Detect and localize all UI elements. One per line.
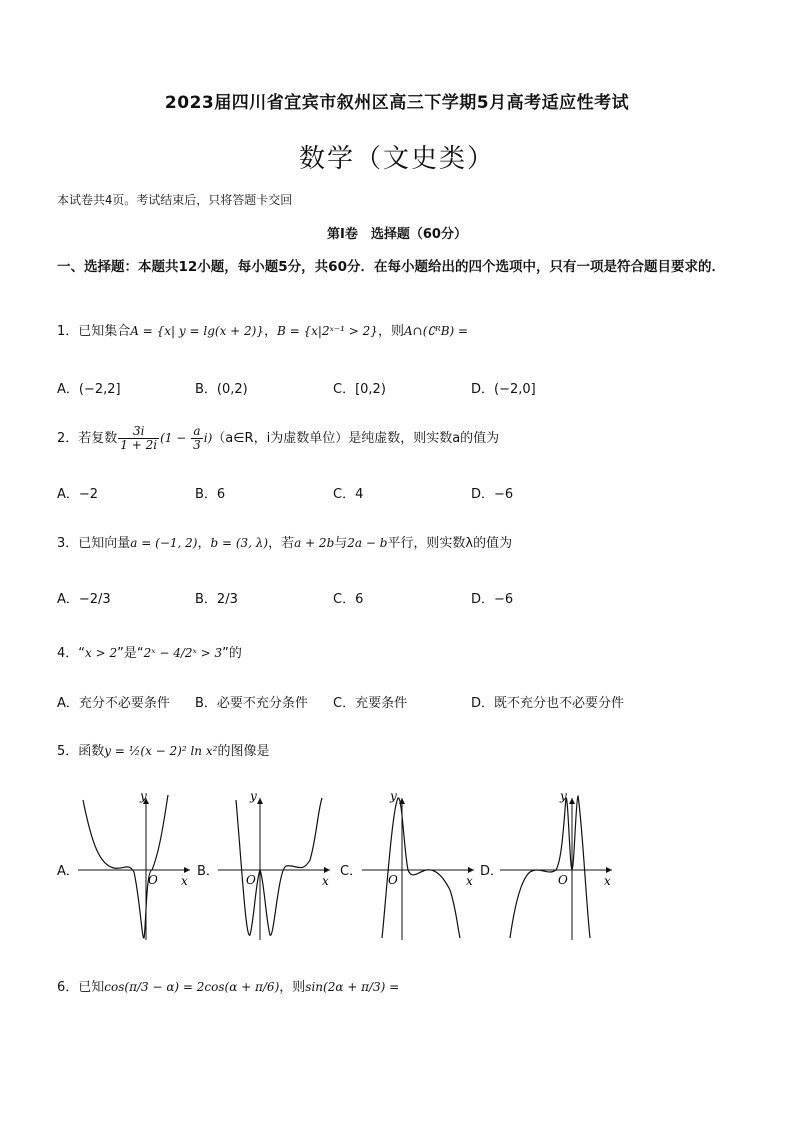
graph-d xyxy=(500,790,620,940)
option-c: C． xyxy=(340,864,363,879)
axis-y-label: y xyxy=(390,790,397,803)
question-3 xyxy=(57,532,512,551)
option-b: B． xyxy=(197,864,219,879)
axis-y-label: y xyxy=(250,790,257,803)
origin-label: O xyxy=(388,873,398,887)
fraction-numerator: 3i xyxy=(118,425,159,439)
question-text: 平行，则实数λ的值为 xyxy=(387,536,513,551)
question-text: 函数 xyxy=(78,744,105,759)
option-b: B．2/3 xyxy=(195,592,238,607)
origin-label: O xyxy=(558,873,568,887)
vector-diff: 2a − b xyxy=(347,536,388,550)
question-2 xyxy=(57,425,499,452)
option-a: A．−2/3 xyxy=(57,592,111,607)
origin-label: O xyxy=(148,873,158,887)
option-c: C．4 xyxy=(333,487,364,502)
question-text: ，则 xyxy=(377,324,404,339)
target-expression: sin(2α + π/3) = xyxy=(305,980,400,994)
origin-label: O xyxy=(246,873,256,887)
vector-b: b = (3, λ) xyxy=(210,536,269,550)
set-expression: A∩(∁ᴿB) = xyxy=(403,324,469,338)
fraction xyxy=(191,425,203,452)
exam-subtitle: 数学（文史类） xyxy=(298,144,495,174)
set-b-formula: B = {x|2ˣ⁻¹ > 2} xyxy=(277,324,378,338)
separator: ， xyxy=(263,324,277,339)
question-number: 5． xyxy=(57,744,79,759)
question-text: 已知向量 xyxy=(78,536,131,551)
fraction-numerator: a xyxy=(191,425,203,439)
exam-note: 本试卷共4页。考试结束后，只将答题卡交回 xyxy=(57,193,293,207)
vector-a: a = (−1, 2) xyxy=(130,536,198,550)
option-b: B．6 xyxy=(195,487,226,502)
question-4 xyxy=(57,642,242,661)
question-number: 1． xyxy=(57,324,79,339)
graph-a xyxy=(78,790,198,940)
graph-b xyxy=(218,790,338,940)
question-number: 4． xyxy=(57,646,79,661)
option-c: C．充要条件 xyxy=(333,696,408,711)
axis-x-label: x xyxy=(322,874,329,888)
option-d: D．−6 xyxy=(471,592,514,607)
condition-b: 2ˣ − 4/2ˣ > 3 xyxy=(143,646,223,660)
axis-y-label: y xyxy=(140,790,147,803)
option-d: D．−6 xyxy=(471,487,514,502)
question-5 xyxy=(57,740,269,759)
vector-sum: a + 2b xyxy=(294,536,335,550)
option-a: A．充分不必要条件 xyxy=(57,696,170,711)
option-b: B．(0,2) xyxy=(195,382,248,397)
question-1 xyxy=(57,320,468,339)
function-formula: y = ½(x − 2)² ln x² xyxy=(104,744,218,758)
question-6 xyxy=(57,976,399,995)
condition-a: x > 2 xyxy=(85,646,118,660)
question-text: 已知集合 xyxy=(78,324,131,339)
axis-x-label: x xyxy=(604,874,611,888)
question-number: 3． xyxy=(57,536,79,551)
question-number: 2． xyxy=(57,431,79,446)
question-text: 若复数 xyxy=(78,431,118,446)
option-b: B．必要不充分条件 xyxy=(195,696,308,711)
question-text: 与 xyxy=(334,536,348,551)
fraction-denominator: 1 + 2i xyxy=(120,438,158,452)
question-text: ，则 xyxy=(279,980,306,995)
option-d: D． xyxy=(480,864,504,879)
option-c: C．[0,2) xyxy=(333,382,386,397)
formula-part: i) xyxy=(203,431,213,445)
option-a: A．−2 xyxy=(57,487,99,502)
question-text: ”的 xyxy=(222,646,242,661)
section-title: 第Ⅰ卷 选择题（60分） xyxy=(327,227,467,242)
option-c: C．6 xyxy=(333,592,364,607)
axis-y-label: y xyxy=(560,790,567,803)
axis-x-label: x xyxy=(181,874,188,888)
option-a: A． xyxy=(57,864,79,879)
question-text: 已知 xyxy=(78,980,105,995)
question-text: （a∈R，i为虚数单位）是纯虚数，则实数a的值为 xyxy=(212,431,500,446)
graph-c xyxy=(362,790,482,940)
formula-part: (1 − xyxy=(160,431,191,445)
question-text: 的图像是 xyxy=(217,744,270,759)
axis-x-label: x xyxy=(466,874,473,888)
given-equation: cos(π/3 − α) = 2cos(α + π/6) xyxy=(104,980,280,994)
exam-title: 2023届四川省宜宾市叙州区高三下学期5月高考适应性考试 xyxy=(164,93,630,113)
option-d: D．既不充分也不必要分件 xyxy=(471,696,625,711)
fraction xyxy=(118,425,159,452)
fraction-denominator: 3 xyxy=(193,438,201,452)
question-text: ，若 xyxy=(268,536,295,551)
question-number: 6． xyxy=(57,980,79,995)
question-text: ”是“ xyxy=(117,646,144,661)
option-d: D．(−2,0] xyxy=(471,382,536,397)
section-intro: 一、选择题：本题共12小题，每小题5分，共60分．在每小题给出的四个选项中，只有一项是符合题目要求的． xyxy=(57,259,725,275)
separator: ， xyxy=(197,536,211,551)
set-a-formula: A = {x| y = lg(x + 2)} xyxy=(130,324,264,338)
option-a: A．(−2,2] xyxy=(57,382,121,397)
question-text: “ xyxy=(78,646,86,661)
